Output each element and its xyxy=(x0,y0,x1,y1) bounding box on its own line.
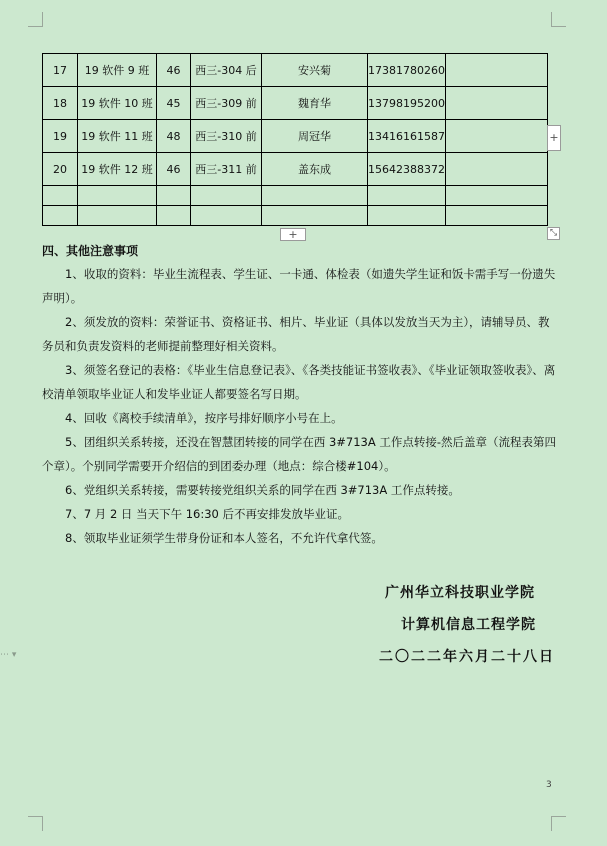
cell-name: 安兴菊 xyxy=(262,54,368,87)
cell-class: 19 软件 10 班 xyxy=(78,87,157,120)
cell-name: 周冠华 xyxy=(262,120,368,153)
note-item-8: 8、领取毕业证须学生带身份证和本人签名，不允许代拿代签。 xyxy=(65,531,383,545)
page-corner-mark-bottom-right xyxy=(551,816,566,831)
cell-count: 46 xyxy=(157,153,191,186)
section-title: 四、其他注意事项 xyxy=(42,244,139,258)
cell-name: 魏育华 xyxy=(262,87,368,120)
cell-phone: 13798195200 xyxy=(368,87,446,120)
cell-room: 西三-311 前 xyxy=(191,153,262,186)
signature-date: 二〇二二年六月二十八日 xyxy=(379,649,555,665)
signature-school: 广州华立科技职业学院 xyxy=(385,585,535,601)
add-row-button[interactable]: + xyxy=(547,125,561,151)
cell-count: 46 xyxy=(157,54,191,87)
cell-count: 45 xyxy=(157,87,191,120)
table-resize-handle[interactable]: ⤡ xyxy=(547,227,560,240)
cell-empty xyxy=(446,120,548,153)
signature-department: 计算机信息工程学院 xyxy=(401,617,536,633)
note-item-7: 7、7 月 2 日 当天下午 16:30 后不再安排发放毕业证。 xyxy=(65,507,350,521)
cell-number: 17 xyxy=(43,54,78,87)
page-corner-mark-top-left xyxy=(28,12,43,27)
table-row-empty xyxy=(43,186,548,206)
table-row xyxy=(43,87,548,120)
note-item-5: 5、团组织关系转接，还没在智慧团转接的同学在西 3#713A 工作点转接-然后盖章（流程表第四个章）。个别同学需要开介绍信的到团委办理（地点：综合楼#104）。 xyxy=(42,435,557,473)
note-item-2: 2、须发放的资料：荣誉证书、资格证书、相片、毕业证（具体以发放当天为主），请辅导员、教务员和负责发资料的老师提前整理好相关资料。 xyxy=(42,315,550,353)
table-row-empty xyxy=(43,206,548,226)
cell-empty xyxy=(446,54,548,87)
cell-class: 19 软件 9 班 xyxy=(78,54,157,87)
page-corner-mark-bottom-left xyxy=(28,816,43,831)
note-item-4: 4、回收《离校手续清单》，按序号排好顺序小号在上。 xyxy=(65,411,343,425)
cell-empty xyxy=(446,153,548,186)
cell-room: 西三-309 前 xyxy=(191,87,262,120)
table-row xyxy=(43,54,548,87)
table-row xyxy=(43,120,548,153)
add-table-row-button[interactable]: + xyxy=(280,228,306,241)
cell-phone: 13416161587 xyxy=(368,120,446,153)
cell-class: 19 软件 11 班 xyxy=(78,120,157,153)
table-row xyxy=(43,153,548,186)
page-corner-mark-top-right xyxy=(551,12,566,27)
cell-class: 19 软件 12 班 xyxy=(78,153,157,186)
page-number: 3 xyxy=(546,780,552,790)
note-item-6: 6、党组织关系转接，需要转接党组织关系的同学在西 3#713A 工作点转接。 xyxy=(65,483,460,497)
roster-table xyxy=(42,53,548,226)
cell-phone: 15642388372 xyxy=(368,153,446,186)
cell-phone: 17381780260 xyxy=(368,54,446,87)
cell-empty xyxy=(446,87,548,120)
cell-number: 19 xyxy=(43,120,78,153)
cell-number: 20 xyxy=(43,153,78,186)
cell-room: 西三-310 前 xyxy=(191,120,262,153)
paragraph-options-icon[interactable]: ⋯ ▾ xyxy=(0,650,17,660)
cell-number: 18 xyxy=(43,87,78,120)
cell-count: 48 xyxy=(157,120,191,153)
note-item-3: 3、须签名登记的表格：《毕业生信息登记表》、《各类技能证书签收表》、《毕业证领取签收表》、离校清单领取毕业证人和发毕业证人都要签名写日期。 xyxy=(42,363,556,401)
note-item-1: 1、收取的资料：毕业生流程表、学生证、一卡通、体检表（如遗失学生证和饭卡需手写一份遗失声明）。 xyxy=(42,267,556,305)
cell-name: 盖东成 xyxy=(262,153,368,186)
cell-room: 西三-304 后 xyxy=(191,54,262,87)
